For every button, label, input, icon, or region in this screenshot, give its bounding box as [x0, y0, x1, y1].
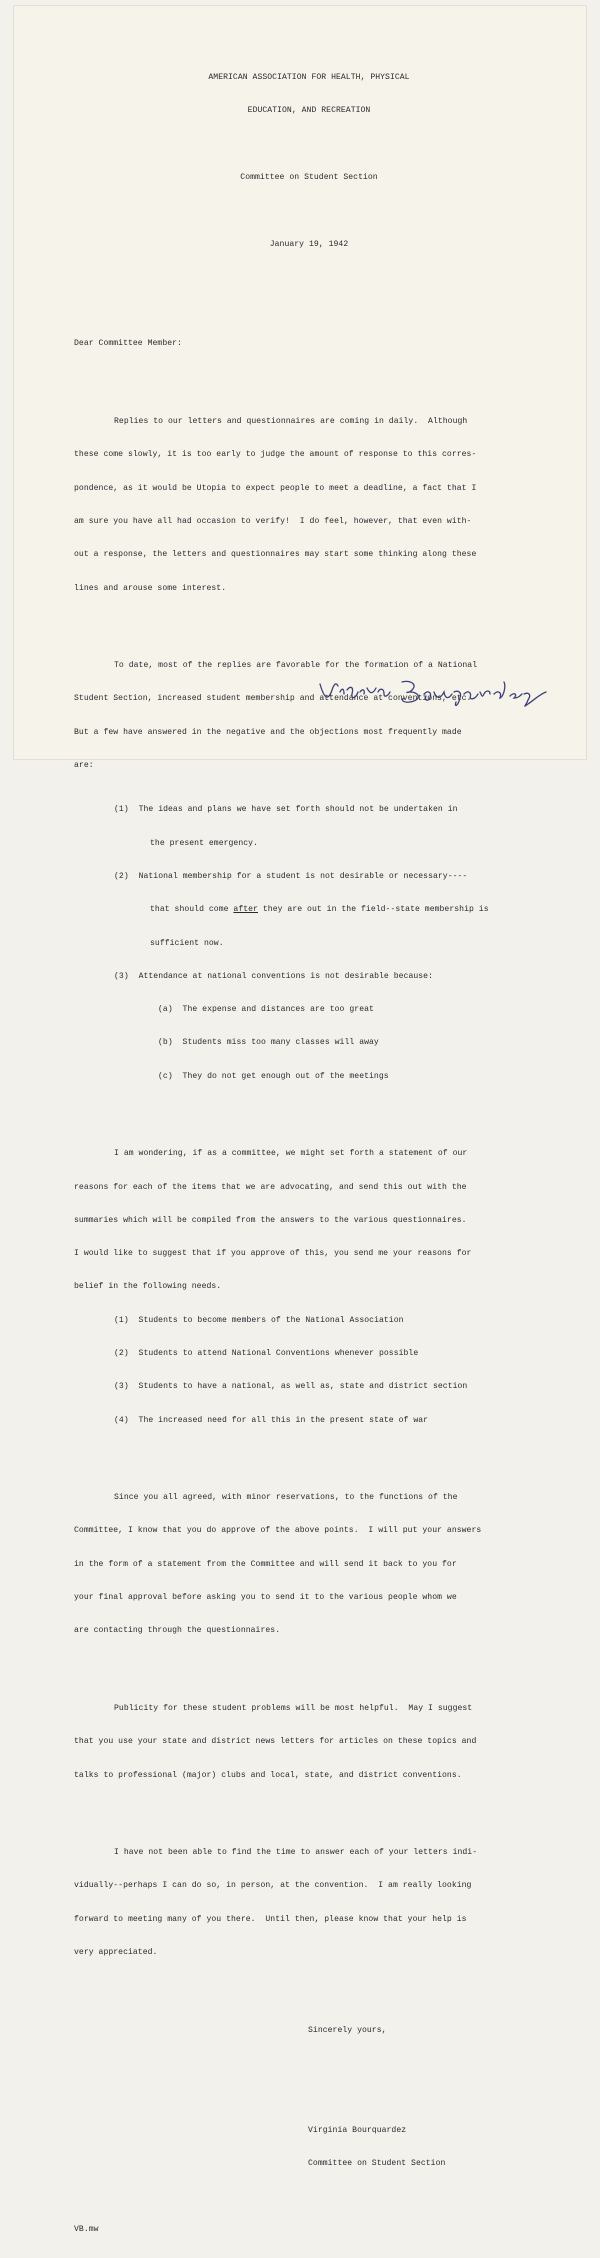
para1-line: these come slowly, it is too early to judge the amount of response to this corres- — [74, 450, 477, 460]
para3-line: belief in the following needs. — [74, 1282, 222, 1292]
need-item: (1) Students to become members of the National Association — [114, 1315, 404, 1325]
signature-icon — [314, 676, 554, 710]
para6-line: very appreciated. — [74, 1948, 158, 1958]
para4-line: in the form of a statement from the Committee and will send it back to you for — [74, 1559, 457, 1569]
para6-line: vidually--perhaps I can do so, in person, at the convention. I am really looking — [74, 1881, 472, 1891]
para1-line: pondence, as it would be Utopia to expect people to meet a deadline, a fact that I — [74, 483, 477, 493]
objection-2-cont: sufficient now. — [150, 938, 224, 948]
objection-number: (1) — [114, 805, 129, 815]
objection-2-cont — [74, 904, 544, 915]
handwritten-signature — [314, 676, 554, 710]
para2-line: To date, most of the replies are favorable for the formation of a National — [114, 661, 478, 671]
signer-title: Committee on Student Section — [308, 2158, 446, 2168]
sub-objection-a: (a) The expense and distances are too great — [158, 1005, 374, 1015]
para5-line: Publicity for these student problems will be most helpful. May I suggest — [114, 1703, 473, 1713]
para3-line: summaries which will be compiled from the answers to the various questionnaires. — [74, 1215, 467, 1225]
sub-objection-b: (b) Students miss too many classes will away — [158, 1038, 379, 1048]
para1-line: lines and arouse some interest. — [74, 583, 227, 593]
need-item: (3) Students to have a national, as well as, state and district section — [114, 1382, 468, 1392]
para6-line: forward to meeting many of you there. Until then, please know that your help is — [74, 1914, 467, 1924]
letter-page — [14, 6, 586, 2235]
para4-line: Committee, I know that you do approve of the above points. I will put your answers — [74, 1526, 482, 1536]
objection-text: that should come — [150, 905, 234, 915]
objection-number: (3) — [114, 971, 129, 981]
para2-line: But a few have answered in the negative and the objections most frequently made — [74, 727, 462, 737]
para3-line: I would like to suggest that if you approve of this, you send me your reasons for — [74, 1249, 472, 1259]
objection-text: National membership for a student is not desirable or necessary---- — [138, 871, 468, 881]
para1-line: Replies to our letters and questionnaires are coming in daily. Although — [114, 417, 468, 427]
letter-date: January 19, 1942 — [269, 239, 349, 249]
sub-objection-c: (c) They do not get enough out of the meetings — [158, 1071, 389, 1081]
para3-line: I am wondering, if as a committee, we might set forth a statement of our — [114, 1149, 468, 1159]
org-line-2: EDUCATION, AND RECREATION — [247, 106, 371, 116]
para5-line: that you use your state and district news letters for articles on these topics and — [74, 1737, 477, 1747]
objection-text: Attendance at national conventions is not desirable because: — [138, 971, 433, 981]
objection-number: (2) — [114, 871, 129, 881]
objection-text: they are out in the field--state membership is — [257, 905, 489, 915]
objection-3 — [74, 971, 544, 982]
para4-line: are contacting through the questionnaires. — [74, 1626, 281, 1636]
objection-1-cont: the present emergency. — [150, 838, 258, 848]
para2-line: Student Section, increased student membership and attendance at conventions, etc. — [74, 694, 472, 704]
signer-name: Virginia Bourquardez — [308, 2125, 407, 2135]
objection-2 — [74, 871, 544, 882]
letter-body — [74, 50, 544, 2258]
objection-text: The ideas and plans we have set forth should not be undertaken in — [138, 805, 458, 815]
para6-line: I have not been able to find the time to answer each of your letters indi- — [114, 1848, 478, 1858]
para5-line: talks to professional (major) clubs and local, state, and district conventions. — [74, 1770, 462, 1780]
salutation: Dear Committee Member: — [74, 339, 182, 349]
need-item: (4) The increased need for all this in the present state of war — [114, 1415, 429, 1425]
para2-line: are: — [74, 761, 94, 770]
para4-line: your final approval before asking you to send it to the various people whom we — [74, 1593, 457, 1603]
typist-initials: VB.mw — [74, 2225, 99, 2235]
para1-line: am sure you have all had occasion to verify! I do feel, however, that even with- — [74, 516, 472, 526]
org-line-1: AMERICAN ASSOCIATION FOR HEALTH, PHYSICAL — [208, 73, 410, 83]
committee-heading: Committee on Student Section — [240, 173, 378, 183]
closing: Sincerely yours, — [308, 2025, 387, 2035]
para4-line: Since you all agreed, with minor reservations, to the functions of the — [114, 1493, 458, 1503]
underlined-word: after — [233, 905, 258, 915]
para3-line: reasons for each of the items that we are advocating, and send this out with the — [74, 1182, 467, 1192]
objection-1 — [74, 804, 544, 815]
para1-line: out a response, the letters and questionnaires may start some thinking along these — [74, 550, 477, 560]
need-item: (2) Students to attend National Conventions whenever possible — [114, 1348, 419, 1358]
